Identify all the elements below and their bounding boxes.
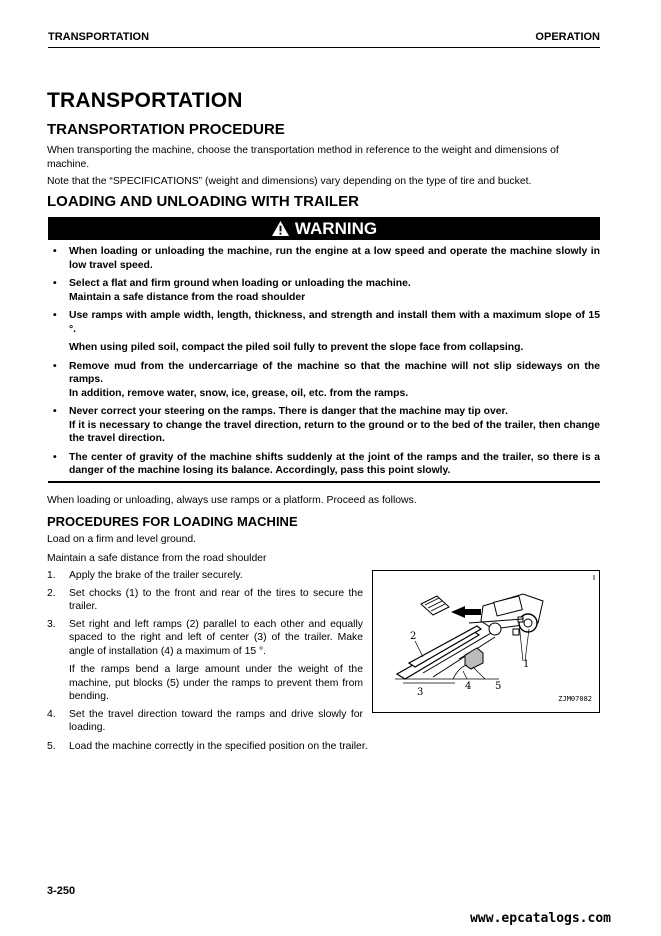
figure-label: 4 <box>465 681 472 692</box>
warning-text: Select a flat and firm ground when loading or unloading the machine. <box>69 278 411 289</box>
section-heading-loading-unloading: LOADING AND UNLOADING WITH TRAILER <box>47 193 359 210</box>
warning-item <box>53 309 600 355</box>
warning-subtext: When using piled soil, compact the piled soil fully to prevent the slope face from collapsing. <box>69 342 524 353</box>
bullet-icon: • <box>53 278 57 289</box>
loading-steps <box>47 569 363 739</box>
paragraph-specifications-note: Note that the “SPECIFICATIONS” (weight and dimensions) vary depending on the type of tire and bucket. <box>47 176 532 187</box>
warning-text-continued: In addition, remove water, snow, ice, grease, oil, etc. from the ramps. <box>69 387 409 399</box>
warning-item <box>53 360 600 401</box>
warning-text-continued: If it is necessary to change the travel direction, return to the ground or to the bed of the trailer, then change the travel direction. <box>69 419 600 444</box>
step-text: Set chocks (1) to the front and rear of the tires to secure the trailer. <box>69 587 363 612</box>
warning-banner <box>48 217 600 240</box>
warning-item <box>53 277 600 304</box>
warning-bottom-rule <box>48 481 600 483</box>
step-number: 1. <box>47 570 56 581</box>
ramp-diagram <box>373 571 599 712</box>
figure-label: 1 <box>523 659 530 670</box>
ramp-loading-figure <box>372 570 600 713</box>
bullet-icon: • <box>53 310 57 321</box>
step-item <box>47 569 363 583</box>
page-title: TRANSPORTATION <box>47 89 243 112</box>
step-number: 3. <box>47 618 56 630</box>
warning-text: Never correct your steering on the ramps. There is danger that the machine may tip over. <box>69 406 508 417</box>
warning-text: The center of gravity of the machine shifts suddenly at the joint of the ramps and the trailer, so there is a danger of the machine losing its balance. Accordingly, pass this point slowly. <box>69 451 600 476</box>
paragraph-use-ramps: When loading or unloading, always use ramps or a platform. Proceed as follows. <box>47 495 417 506</box>
step-number: 2. <box>47 587 56 599</box>
step-number: 4. <box>47 708 56 720</box>
step-extra-text: If the ramps bend a large amount under the weight of the machine, put blocks (5) under the ramps to prevent them from bending. <box>69 664 363 702</box>
warning-item <box>53 405 600 446</box>
paragraph-transport-method: When transporting the machine, choose the transportation method in reference to the weight and dimensions of machine. <box>47 145 559 170</box>
warning-label: WARNING <box>294 218 378 238</box>
step-number: 5. <box>47 741 56 752</box>
warning-item <box>53 451 600 478</box>
warning-text-continued: Maintain a safe distance from the road shoulder <box>69 291 306 303</box>
watermark-url: www.epcatalogs.com <box>470 911 611 926</box>
warning-text: Use ramps with ample width, length, thickness, and strength and install them with a maximum slope of 15 °. <box>69 310 600 335</box>
paragraph-road-shoulder: Maintain a safe distance from the road shoulder <box>47 553 267 564</box>
running-header-left: TRANSPORTATION <box>48 31 150 43</box>
step-item <box>47 740 368 754</box>
step-text: Set right and left ramps (2) parallel to each other and equally spaced to the right and left of center (3) of the trailer. Make angle of installation (4) a maximum of 15 °. <box>69 618 363 657</box>
figure-label: 5 <box>495 681 502 692</box>
step-item <box>47 708 363 735</box>
warning-list <box>53 245 600 483</box>
bullet-icon: • <box>53 360 57 372</box>
step-text: Apply the brake of the trailer securely. <box>69 570 243 581</box>
step-item <box>47 587 363 614</box>
page-number: 3-250 <box>47 885 76 897</box>
warning-triangle-icon <box>271 220 290 237</box>
paragraph-firm-ground: Load on a firm and level ground. <box>47 534 197 545</box>
section-heading-transportation-procedure: TRANSPORTATION PROCEDURE <box>47 121 285 138</box>
direction-marker-icon <box>421 596 449 615</box>
figure-label: 2 <box>410 631 417 642</box>
step-text: Load the machine correctly in the specified position on the trailer. <box>69 741 368 752</box>
warning-text: When loading or unloading the machine, run the engine at a low speed and operate the machine slowly in low travel speed. <box>69 246 600 271</box>
header-divider <box>48 47 600 48</box>
figure-code: ZJM07082 <box>558 695 592 703</box>
running-header-right: OPERATION <box>535 31 600 43</box>
bullet-icon: • <box>53 451 57 463</box>
bullet-icon: • <box>53 246 57 257</box>
warning-text: Remove mud from the undercarriage of the machine so that the machine will not slip sideways on the ramps. <box>69 360 600 385</box>
step-item <box>47 618 363 704</box>
section-heading-procedures-loading: PROCEDURES FOR LOADING MACHINE <box>47 514 298 529</box>
figure-label: 3 <box>417 687 424 698</box>
step-text: Set the travel direction toward the ramps and drive slowly for loading. <box>69 708 363 733</box>
warning-item <box>53 245 600 272</box>
bullet-icon: • <box>53 406 57 417</box>
